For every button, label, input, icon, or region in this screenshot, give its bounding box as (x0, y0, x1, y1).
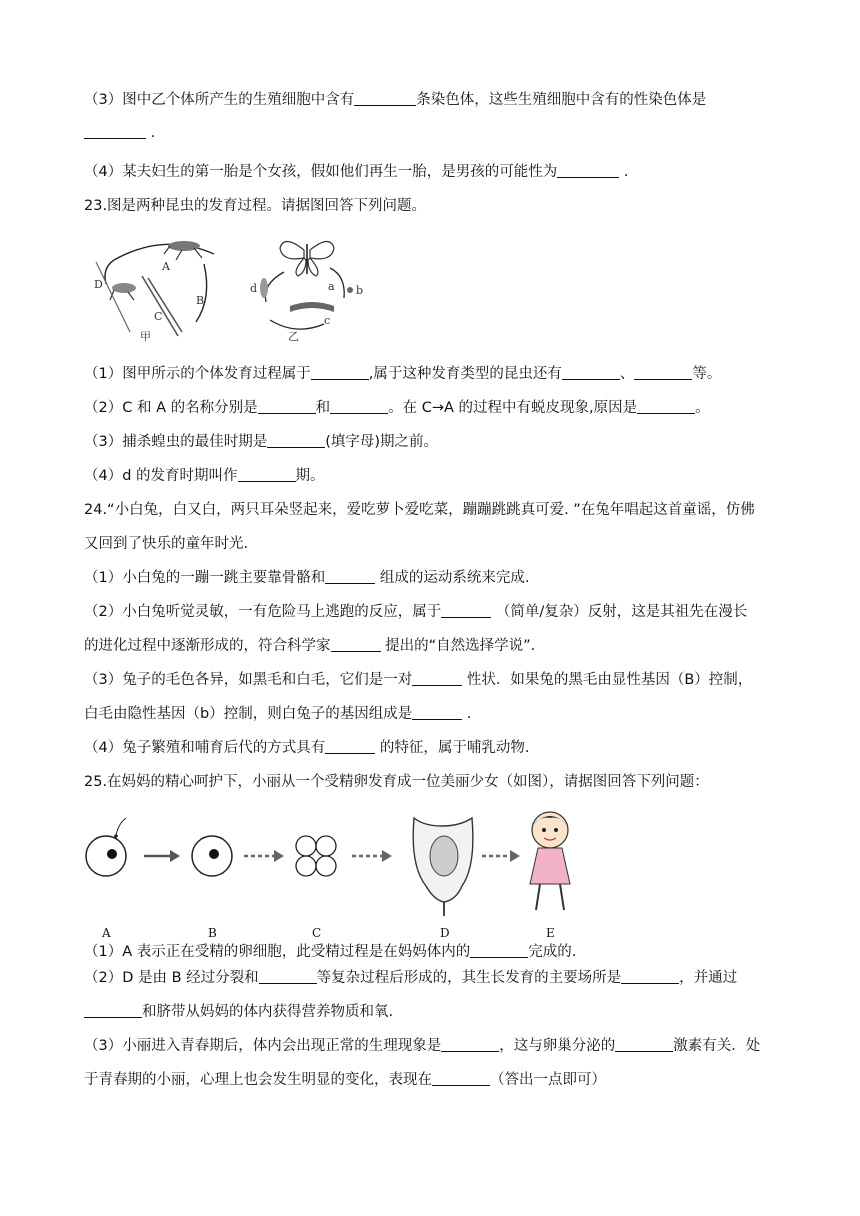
answer-blank[interactable] (325, 739, 375, 754)
q22-part3-line1: （3）图中乙个体所产生的生殖细胞中含有 条染色体，这些生殖细胞中含有的性染色体是 (84, 92, 707, 108)
q23-part2: （2）C 和 A 的名称分别是 和 。在 C→A 的过程中有蜕皮现象,原因是 。 (84, 400, 710, 416)
q25-part1: （1）A 表示正在受精的卵细胞，此受精过程是在妈妈体内的 完成的. (84, 944, 577, 960)
q24-part4: （4）兔子繁殖和哺育后代的方式具有 的特征，属于哺乳动物. (84, 740, 530, 756)
q25-part3-line2: 于青春期的小丽，心理上也会发生明显的变化，表现在 （答出一点即可） (84, 1072, 606, 1088)
answer-blank[interactable] (412, 705, 462, 720)
arrow-solid (144, 850, 180, 862)
label-E: E (546, 926, 555, 940)
larva-caterpillar (290, 302, 334, 312)
answer-blank[interactable] (441, 603, 491, 618)
answer-blank[interactable] (441, 1037, 499, 1052)
label-A: A (102, 926, 111, 940)
label-yi: 乙 (288, 330, 299, 343)
q24-part1: （1）小白兔的一蹦一跳主要靠骨骼和 组成的运动系统来完成. (84, 570, 530, 586)
answer-blank[interactable] (238, 467, 296, 482)
label-A: A (162, 260, 170, 273)
label-c: c (324, 314, 331, 327)
answer-blank[interactable] (258, 399, 316, 414)
answer-blank[interactable] (325, 569, 375, 584)
answer-blank[interactable] (637, 399, 695, 414)
label-b: b (356, 284, 364, 297)
cycle-arrow (270, 320, 324, 329)
q25-part3-line1: （3）小丽进入青春期后，体内会出现正常的生理现象是 ，这与卵巢分泌的 激素有关．处 (84, 1038, 761, 1054)
human-development-figure (84, 806, 584, 922)
q24-part2-line2: 的进化过程中逐渐形成的，符合科学家 提出的“自然选择学说”. (84, 638, 536, 654)
q24-part3-line2: 白毛由隐性基因（b）控制，则白兔子的基因组成是 . (84, 706, 472, 722)
pupa (260, 278, 268, 298)
answer-blank[interactable] (470, 943, 528, 958)
stage-E-girl (530, 812, 570, 910)
answer-blank[interactable] (621, 969, 679, 984)
label-jia: 甲 (140, 330, 151, 343)
answer-blank[interactable] (412, 671, 462, 686)
stage-A-fertilization (86, 818, 126, 876)
label-d: d (250, 282, 258, 295)
arrow-dashed (244, 850, 284, 862)
label-B: B (208, 926, 217, 940)
answer-blank[interactable] (84, 1003, 142, 1018)
q23-stem: 23.图是两种昆虫的发育过程。请据图回答下列问题。 (84, 198, 427, 214)
label-C: C (312, 926, 322, 940)
answer-blank[interactable] (557, 163, 619, 178)
q24-stem-line1: 24.“小白兔，白又白，两只耳朵竖起来，爱吃萝卜爱吃菜，蹦蹦跳跳真可爱. ”在兔年唱起这首童谣，仿佛 (84, 502, 755, 518)
grasshopper-cycle-diagram (94, 241, 214, 343)
label-D: D (94, 278, 103, 291)
cycle-arrow (265, 272, 284, 302)
answer-blank[interactable] (354, 91, 416, 106)
stage-D-fetus-in-uterus (413, 818, 473, 916)
answer-blank[interactable] (432, 1071, 490, 1086)
label-B: B (196, 294, 205, 307)
plant-stem (96, 262, 182, 336)
q24-part2-line1: （2）小白兔听觉灵敏，一有危险马上逃跑的反应，属于 （简单/复杂）反射，这是其祖先在漫长 (84, 604, 748, 620)
q24-part3-line1: （3）兔子的毛色各异，如黑毛和白毛，它们是一对 性状．如果兔的黑毛由显性基因（B）控制， (84, 672, 753, 688)
answer-blank[interactable] (634, 365, 692, 380)
q24-stem-line2: 又回到了快乐的童年时光. (84, 536, 249, 552)
arrow-dashed (352, 850, 392, 862)
arrow-dashed (482, 850, 520, 862)
answer-blank[interactable] (562, 365, 620, 380)
q25-stem: 25.在妈妈的精心呵护下，小丽从一个受精卵发育成一位美丽少女（如图），请据图回答下列问题： (84, 774, 709, 790)
q23-part3: （3）捕杀蝗虫的最佳时期是 (填字母)期之前。 (84, 434, 439, 450)
q25-part2-line1: （2）D 是由 B 经过分裂和 等复杂过程后形成的，其生长发育的主要场所是 ，并通过 (84, 970, 738, 986)
stage-B-zygote (192, 836, 232, 876)
answer-blank[interactable] (330, 399, 388, 414)
adult-butterfly (280, 241, 334, 276)
stage-C-cell-division (296, 836, 336, 876)
nymph-grasshopper (110, 283, 136, 300)
q22-part4: （4）某夫妇生的第一胎是个女孩，假如他们再生一胎，是男孩的可能性为 . (84, 164, 629, 180)
cycle-arrow (196, 264, 207, 322)
cycle-arrow (105, 260, 114, 284)
label-a: a (328, 280, 335, 293)
answer-blank[interactable] (267, 433, 325, 448)
q25-part2-line2: 和脐带从妈妈的体内获得营养物质和氧. (84, 1000, 393, 1021)
butterfly-cycle-diagram (250, 241, 363, 343)
insect-development-figure (84, 228, 374, 346)
eggs (347, 287, 353, 293)
answer-blank[interactable] (84, 124, 146, 139)
adult-grasshopper (164, 241, 202, 260)
answer-blank[interactable] (311, 365, 369, 380)
answer-blank[interactable] (259, 969, 317, 984)
label-D: D (440, 926, 450, 940)
q22-part3-line2: . (84, 124, 155, 141)
answer-blank[interactable] (615, 1037, 673, 1052)
q23-part4: （4）d 的发育时期叫作 期。 (84, 468, 325, 484)
answer-blank[interactable] (331, 637, 381, 652)
label-C: C (154, 310, 163, 323)
q23-part1: （1）图甲所示的个体发育过程属于 ,属于这种发育类型的昆虫还有 、 等。 (84, 366, 722, 382)
